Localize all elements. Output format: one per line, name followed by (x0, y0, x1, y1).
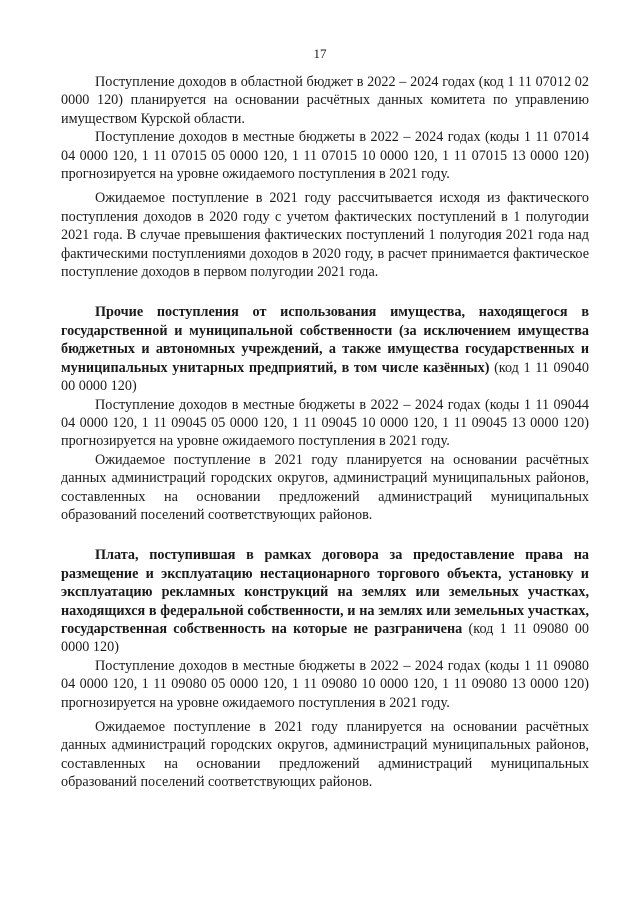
paragraph-local-budgets-07014: Поступление доходов в местные бюджеты в 2022 – 2024 годах (коды 1 11 07014 04 0000 120, 1 11 07015 05 0000 120, 1 11 07015 10 0000 120, 1 11 07015 13 0000 120) прогнозируется на уровне ожидаемого поступления в 2021 году. (61, 129, 589, 183)
document-body (61, 73, 589, 792)
paragraph-local-budgets-09080: Поступление доходов в местные бюджеты в 2022 – 2024 годах (коды 1 11 09080 04 0000 120, 1 11 09080 05 0000 120, 1 11 09080 10 0000 120, 1 11 09080 13 0000 120) прогнозируется на уровне ожидаемого поступления в 2021 году. (61, 657, 589, 711)
section-heading-payment-contract (61, 546, 589, 656)
paragraph-regional-budget: Поступление доходов в областной бюджет в 2022 – 2024 годах (код 1 11 07012 02 0000 120) планируется на основании расчётных данных комитета по управлению имуществом Курской области. (61, 74, 589, 127)
spacer (61, 524, 589, 546)
section-heading-other-receipts (61, 303, 589, 395)
paragraph-expected-receipt-admin-2: Ожидаемое поступление в 2021 году планируется на основании расчётных данных администраций городских округов, администраций муниципальных районов, составленных на основании предложений администраций муниципальных образований поселений соответствующих районов. (61, 719, 589, 791)
section-heading-text: Прочие поступления от использования имущества, находящегося в государственной и муниципальной собственности (за исключением имущества бюджетных и автономных учреждений, а также имущества государственных и муниципальных унитарных предприятий, в том числе казённых) (61, 304, 589, 376)
section-heading-text: Плата, поступившая в рамках договора за предоставление права на размещение и эксплуатацию нестационарного торгового объекта, установку и эксплуатацию рекламных конструкций на землях или земельных участках, находящихся в федеральной собственности, и на землях или земельных участках, государственная собственность на которые не разграничена (61, 547, 589, 637)
paragraph-expected-receipt-admin: Ожидаемое поступление в 2021 году планируется на основании расчётных данных администраций городских округов, администраций муниципальных районов, составленных на основании предложений администраций муниципальных образований поселений соответствующих районов. (61, 451, 589, 523)
paragraph-expected-receipt-calc: Ожидаемое поступление в 2021 году рассчитывается исходя из фактического поступления доходов в 2020 году с учетом фактических поступлений в 1 полугодии 2021 года. В случае превышения фактических поступлений 1 полугодия 2021 года над фактическими поступлениями доходов в 2020 году, в расчет принимается фактическое поступление доходов в первом полугодии 2021 года. (61, 190, 589, 281)
section-heading-code: (код 1 11 09040 00 0000 120) (61, 359, 589, 395)
page-number: 17 (313, 46, 327, 61)
paragraph-local-budgets-09044: Поступление доходов в местные бюджеты в 2022 – 2024 годах (коды 1 11 09044 04 0000 120, 1 11 09045 05 0000 120, 1 11 09045 10 0000 120, 1 11 09045 13 0000 120) прогнозируется на уровне ожидаемого поступления в 2021 году. (61, 396, 589, 450)
section-heading-code: (код 1 11 09080 00 0000 120) (61, 620, 589, 656)
spacer (61, 281, 589, 303)
